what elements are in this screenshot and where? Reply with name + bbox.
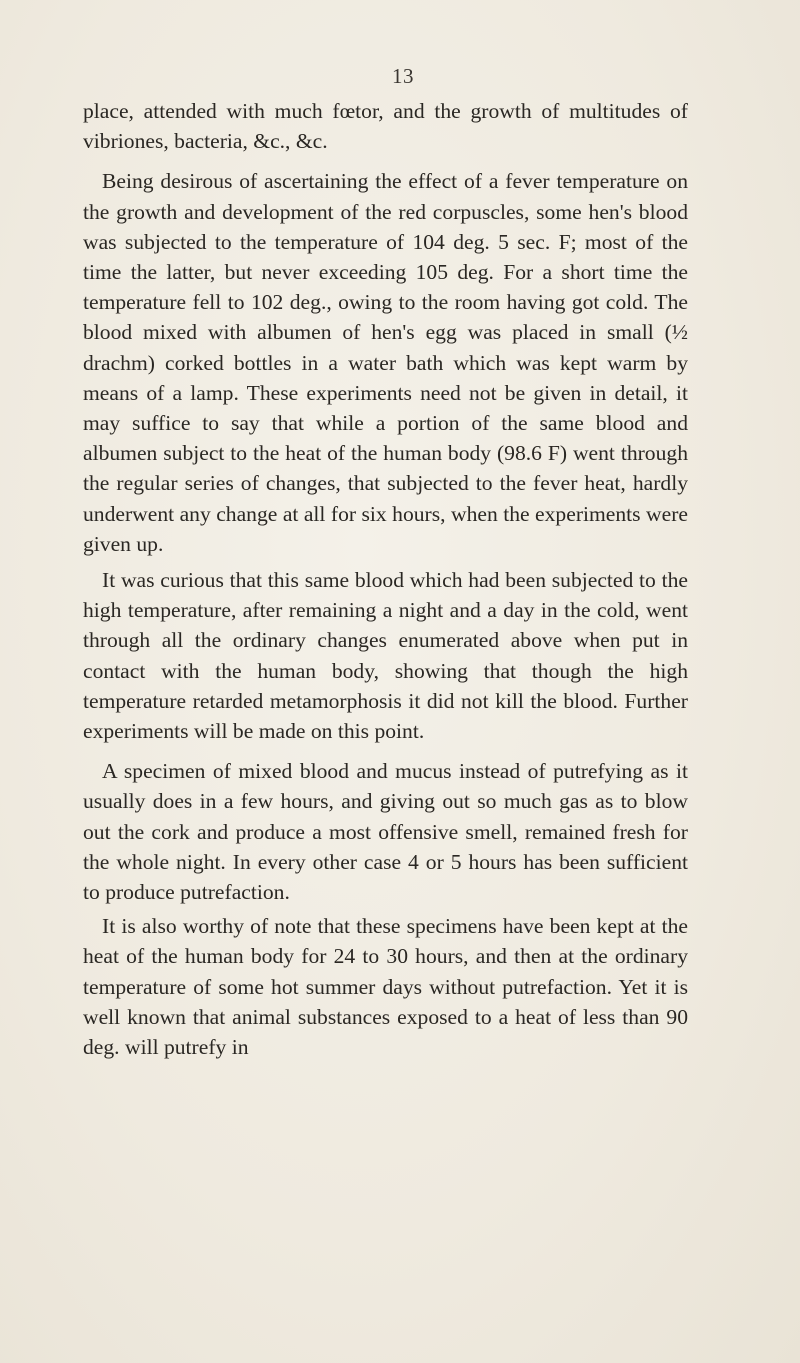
- paragraph-continuation: place, attended with much fœtor, and the growth of multitudes of vibriones, bacteria, &c., &c.: [83, 99, 688, 154]
- paragraph-fever-temperature-experiment: Being desirous of ascertaining the effect of a fever temperature on the growth and development of the red corpuscles, some hen's blood was subjected to the temperature of 104 deg. 5 sec. F; most of the time the latter, but never exceeding 105 deg. For a short time the temperature fell to 102 deg., owing to the room having got cold. The blood mixed with albumen of hen's egg was placed in small (½ drachm) corked bottles in a water bath which was kept warm by means of a lamp. These experiments need not be given in detail, it may suffice to say that while a portion of the same blood and albumen subject to the heat of the human body (98.6 F) went through the regular series of changes, that subjected to the fever heat, hardly underwent any change at all for six hours, when the experiments were given up.: [83, 169, 688, 556]
- paragraph-blood-and-mucus-specimen: A specimen of mixed blood and mucus instead of putrefying as it usually does in a few hours, and giving out so much gas as to blow out the cork and produce a most offensive smell, remained fresh for the whole night. In every other case 4 or 5 hours has been sufficient to produce putrefaction.: [83, 759, 688, 905]
- page-number: 13: [392, 64, 414, 88]
- paragraph-same-blood-observation: It was curious that this same blood which had been subjected to the high temperature, after remaining a night and a day in the cold, went through all the ordinary changes enumerated above when put in contact with the human body, showing that though the high temperature retarded metamorphosis it did not kill the blood. Further experiments will be made on this point.: [83, 568, 688, 744]
- body-text: [83, 96, 688, 1068]
- paragraph-putrefaction-note: It is also worthy of note that these specimens have been kept at the heat of the human body for 24 to 30 hours, and then at the ordinary temperature of some hot summer days without putrefaction. Yet it is well known that animal substances exposed to a heat of less than 90 deg. will putrefy in: [83, 914, 688, 1060]
